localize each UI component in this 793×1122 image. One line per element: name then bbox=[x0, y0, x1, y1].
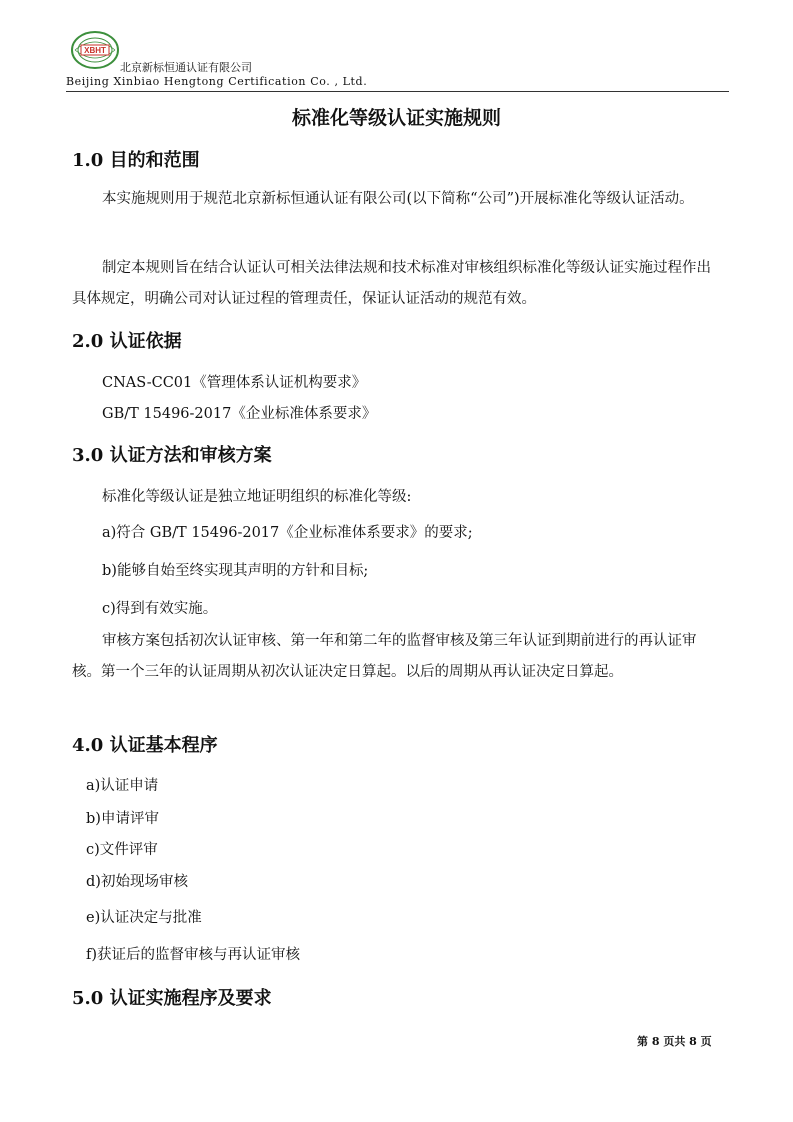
section-3-item-c: c)得到有效实施。 bbox=[102, 601, 218, 617]
page-number: 第 8 页共 8 页 bbox=[637, 1035, 712, 1048]
document-title: 标准化等级认证实施规则 bbox=[291, 107, 501, 129]
procedure-item: b)申请评审 bbox=[86, 811, 159, 827]
section-1-heading: 1.0 目的和范围 bbox=[72, 150, 200, 171]
header-divider bbox=[66, 91, 729, 92]
company-name-en: Beijing Xinbiao Hengtong Certification Co. , Ltd. bbox=[66, 75, 368, 88]
section-3-intro: 标准化等级认证是独立地证明组织的标准化等级: bbox=[102, 489, 412, 505]
section-2-heading: 2.0 认证依据 bbox=[72, 331, 182, 352]
section-3-heading: 3.0 认证方法和审核方案 bbox=[72, 445, 272, 466]
section-5-heading: 5.0 认证实施程序及要求 bbox=[72, 988, 272, 1009]
procedure-item: f)获证后的监督审核与再认证审核 bbox=[86, 947, 301, 963]
basis-item: CNAS-CC01《管理体系认证机构要求》 bbox=[102, 375, 367, 391]
procedure-item: e)认证决定与批准 bbox=[86, 910, 202, 926]
section-1-paragraph-2 bbox=[72, 253, 722, 315]
section-3-paragraph bbox=[72, 626, 722, 688]
procedure-item: d)初始现场审核 bbox=[86, 874, 188, 890]
logo-text: XBHT bbox=[84, 46, 106, 55]
section-1-paragraph-2-text: 制定本规则旨在结合认证认可相关法律法规和技术标准对审核组织标准化等级认证实施过程作出具体规定，明确公司对认证过程的管理责任，保证认证活动的规范有效。 bbox=[72, 260, 711, 307]
section-1-paragraph-1 bbox=[72, 184, 722, 215]
section-3-item-b: b)能够自始至终实现其声明的方针和目标; bbox=[102, 563, 369, 579]
procedure-item: a)认证申请 bbox=[86, 778, 159, 794]
company-logo bbox=[70, 30, 120, 70]
procedure-item: c)文件评审 bbox=[86, 842, 158, 858]
section-1-paragraph-1-text: 本实施规则用于规范北京新标恒通认证有限公司(以下简称“公司”)开展标准化等级认证活动。 bbox=[102, 191, 694, 207]
section-3-paragraph-text: 审核方案包括初次认证审核、第一年和第二年的监督审核及第三年认证到期前进行的再认证审核。第一个三年的认证周期从初次认证决定日算起。以后的周期从再认证决定日算起。 bbox=[72, 633, 697, 680]
company-name-cn: 北京新标恒通认证有限公司 bbox=[120, 61, 252, 74]
section-3-item-a: a)符合 GB/T 15496-2017《企业标准体系要求》的要求; bbox=[102, 525, 473, 541]
section-4-heading: 4.0 认证基本程序 bbox=[72, 735, 218, 756]
basis-item: GB/T 15496-2017《企业标准体系要求》 bbox=[102, 406, 377, 422]
